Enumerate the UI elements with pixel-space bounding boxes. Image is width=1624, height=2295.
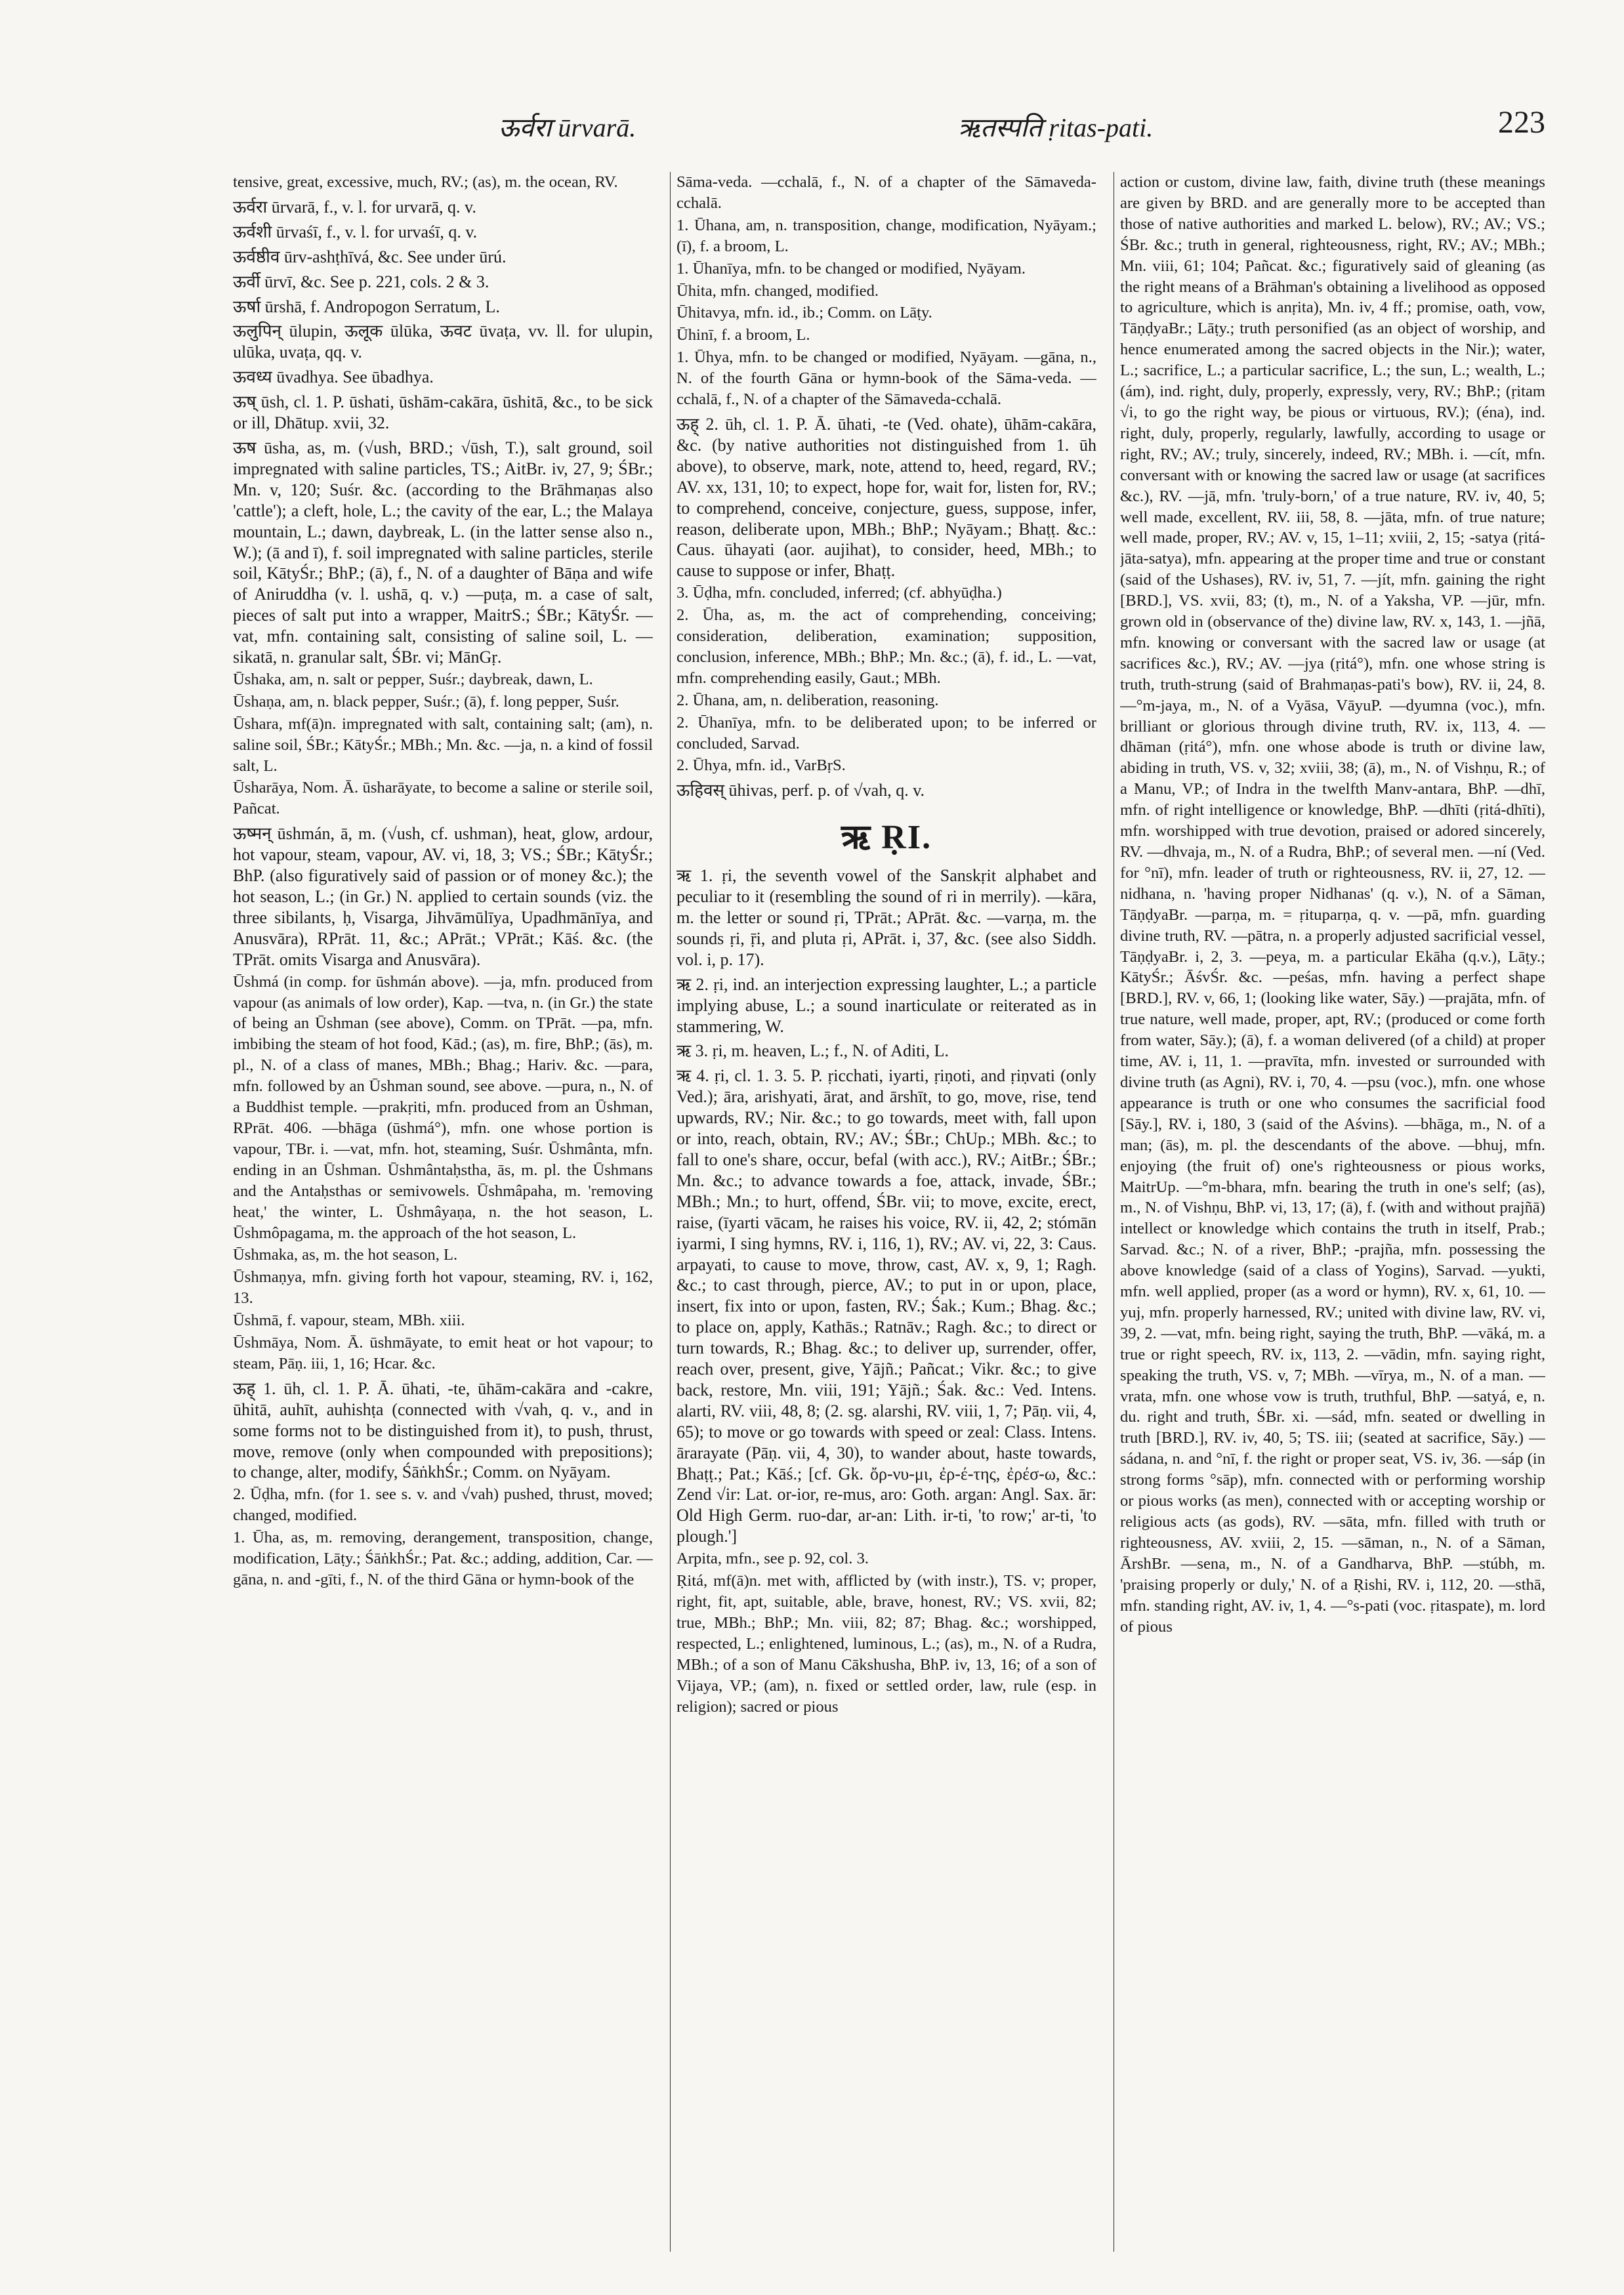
dictionary-entry: tensive, great, excessive, much, RV.; (as), m. the ocean, RV. [233,173,618,191]
running-head-right: ऋतस्पति ṛitas-pati. [958,113,1154,142]
column-1 [233,172,653,2252]
dictionary-entry: Sāma-veda. —cchalā, f., N. of a chapter of the Sāmaveda-cchalā. [677,173,1096,212]
dictionary-entry: ऋ 3. ṛi, m. heaven, L.; f., N. of Aditi, L. [677,1041,949,1061]
dictionary-entry: 2. Ūḍha, mfn. (for 1. see s. v. and √vah) pushed, thrust, moved; changed, modified. [233,1485,653,1525]
dictionary-entry: ऊष् ūsh, cl. 1. P. ūshati, ūshām-cakāra, ūshitā, &c., to be sick or ill, Dhātup. xvii, 32. [233,392,653,433]
dictionary-entry: ऋ 1. ṛi, the seventh vowel of the Sanskṛit alphabet and peculiar to it (resembling the sound of ri in merrily). —kāra, m. the letter or sound ṛi, TPrāt.; APrāt. &c. —varṇa, m. the sounds ṛi, ṝi, and pluta ṛi, APrāt. i, 37, &c. (see also Siddh. vol. i, p. 17). [677,866,1096,969]
dictionary-entry: Ṛitá, mf(ā)n. met with, afflicted by (with instr.), TS. v; proper, right, fit, apt, suitable, able, brave, honest, RV.; VS. xvii, 82; true, MBh.; BhP.; Mn. viii, 82; 87; Bhag. &c.; worshipped, respected, L.; enlightened, luminous, L.; (as), m., N. of a Rudra, MBh.; of a son of Manu Cākshusha, BhP. iv, 13, 16; of a son of Vijaya, VP.; (am), n. fixed or settled order, law, rule (esp. in religion); sacred or pious [677,1572,1096,1716]
dictionary-entry: Ūshmaṇya, mfn. giving forth hot vapour, steaming, RV. i, 162, 13. [233,1268,653,1308]
dictionary-entry: ऊहिवस् ūhivas, perf. p. of √vah, q. v. [677,781,925,800]
dictionary-entry: ऊष ūsha, as, m. (√ush, BRD.; √ūsh, T.), salt ground, soil impregnated with saline particles, TS.; AitBr. iv, 27, 9; ŚBr.; Mn. v, 120; Suśr. &c. (according to the Brāhmaṇas also 'cattle'); a cleft, hole, L.; the cavity of the ear, L.; the Malaya mountain, L.; dawn, daybreak, L. (in the latter sense also n., W.); (ā and ī), f. soil impregnated with saline particles, sterile soil, KātyŚr.; BhP.; (ā), f., N. of a daughter of Bāṇa and wife of Aniruddha (v. l. ushā, q. v.) —puṭa, m. a case of salt, pieces of salt put into a wrapper, MaitrS.; ŚBr.; KātyŚr. —vat, mfn. containing salt, consisting of saline soil, L. —sikatā, n. granular salt, ŚBr. vi; MānGṛ. [233,438,653,667]
dictionary-entry: 1. Ūhya, mfn. to be changed or modified, Nyāyam. —gāna, n., N. of the fourth Gāna or hymn-book of the Sāma-veda. —cchalā, f., N. of a chapter of the Sāmaveda-cchalā. [677,348,1096,409]
dictionary-entry: ऊष्मन् ūshmán, ā, m. (√ush, cf. ushman), heat, glow, ardour, hot vapour, steam, vapour, AV. vi, 18, 3; VS.; ŚBr.; KātyŚr.; BhP. (also figuratively said of passion or of money &c.); the hot season, L.; (in Gr.) N. applied to certain sounds (viz. the three sibilants, ḥ, Visarga, Jihvāmūlīya, Upadhmānīya, and Anusvāra), RPrāt. 11, &c.; APrāt.; VPrāt.; Kāś. &c. (the TPrāt. omits Visarga and Anusvāra). [233,824,653,969]
dictionary-entry: ऋ 4. ṛi, cl. 1. 3. 5. P. ṛicchati, iyarti, ṛiṇoti, and ṛiṇvati (only Ved.); āra, arishyati, ārat, and ārshīt, to go, move, rise, tend upwards, RV.; Nir. &c.; to go towards, meet with, fall upon or into, reach, obtain, RV.; AV.; ŚBr.; ChUp.; MBh. &c.; to fall to one's share, occur, befal (with acc.), RV.; AitBr.; ŚBr.; Mn. &c.; to advance towards a foe, attack, invade, ŚBr.; MBh.; Mn.; to hurt, offend, ŚBr. vii; to move, excite, erect, raise, (īyarti vācam, he raises his voice, RV. ii, 42, 2; stómān iyarmi, I sing hymns, RV. i, 116, 1), RV.; AV. vi, 22, 3: Caus. arpayati, to cause to move, throw, cast, AV. x, 9, 1; Ragh. &c.; to cast through, pierce, AV.; to put in or upon, place, insert, fix into or upon, fasten, RV.; Śak.; Kum.; Bhag. &c.; to place on, apply, Kathās.; Ratnāv.; Ragh. &c.; to direct or turn towards, R.; Bhag. &c.; to deliver up, surrender, offer, reach over, present, give, Yājñ.; Pañcat.; Vikr. &c.; to give back, restore, Mn. viii, 191; Yājñ.; Śak. &c.: Ved. Intens. alarti, RV. viii, 48, 8; (2. sg. alarshi, RV. viii, 1, 7; Pāṇ. vii, 4, 65); to move or go towards with speed or zeal: Class. Intens. ārarayate (Pāṇ. vii, 4, 30), to wander about, haste towards, Bhaṭṭ.; Pat.; Kāś.; [cf. Gk. ὄρ-νυ-μι, ἐρ-έ-της, ἐρέσ-ω, &c.: Zend √ir: Lat. or-ior, re-mus, aro: Goth. argan: Angl. Sax. ār: Old High Germ. ruo-dar, ar-an: Lith. ir-ti, 'to row;' ar-ti, 'to plough.'] [677,1066,1096,1546]
dictionary-entry: action or custom, divine law, faith, divine truth (these meanings are given by BRD. and are generally more to be accepted than those of native authorities and marked L. below), RV.; AV.; VS.; ŚBr. &c.; truth in general, righteousness, right, RV.; AV.; MBh.; Mn. viii, 61; 104; Pañcat. &c.; figuratively said of gleaning (as the right means of a Brāhman's obtaining a livelihood as opposed to agriculture, which is anṛita), Mn. iv, 4 ff.; promise, oath, vow, TāṇḍyaBr.; Lāṭy.; truth personified (as an object of worship, and hence enumerated among the sacred objects in the Nir.); water, L.; sacrifice, L.; a particular sacrifice, L.; the sun, L.; wealth, L.; (ám), ind. right, duly, properly, expressly, very, RV.; BhP.; (ṛitam √i, to go the right way, be pious or virtuous, RV.); (éna), ind. right, duly, properly, regularly, lawfully, according to usage or right, RV.; AV.; truly, sincerely, indeed, RV.; MBh. i. —cít, mfn. conversant with or knowing the sacred law or usage (at sacrifices &c.), RV. —jā, mfn. 'truly-born,' of a true nature, RV. iv, 40, 5; well made, excellent, RV. iii, 58, 8. —jāta, mfn. of true nature; well made, proper, RV.; AV. v, 15, 1–11; xviii, 2, 15; -satya (ṛitá-jāta-satya), mfn. appearing at the proper time and true or constant (said of the Ushases), RV. iv, 51, 7. —jít, mfn. gaining the right [BRD.], VS. xvii, 83; (t), m., N. of a Yaksha, VP. —jūr, mfn. grown old in (observance of the) divine law, RV. x, 143, 1. —jñā, mfn. knowing or conversant with the sacred law or usage (at sacrifices &c.), RV.; AV. —jya (ṛitá°), mfn. one whose string is truth, truth-strung (said of Brahmaṇas-pati's bow), RV. ii, 24, 8. —°m-jaya, m., N. of a Vyāsa, VāyuP. —dyumna (voc.), mfn. brilliant or glorious through divine truth, RV. ix, 113, 4. —dhāman (ṛitá°), mfn. one whose abode is truth or divine law, abiding in truth, VS. v, 32; xviii, 38; (ā), m., N. of Vishṇu, R.; of a Manu, VP.; of Indra in the twelfth Manv-antara, BhP. —dhī, mfn. of right intelligence or knowledge, BhP. —dhīti (ṛitá-dhīti), mfn. worshipped with true devotion, praised or adored sincerely, RV. —dhvaja, m., N. of a Rudra, BhP.; of several men. —ní (Ved. for °nī), mfn. leader of truth or righteousness, RV. ii, 27, 12. —nidhana, n. 'having proper Nidhanas' (q. v.), N. of a Sāman, TāṇḍyaBr. —parṇa, m. = ṛituparṇa, q. v. —pā, mfn. guarding divine truth, RV. —pātra, n. a properly adjusted sacrificial vessel, TāṇḍyaBr. i, 2, 3. —peya, m. a particular Ekāha (q.v.), Lāṭy.; KātyŚr.; ĀśvŚr. &c. —peśas, mfn. having a perfect shape [BRD.], RV. v, 66, 1; (looking like water, Sāy.) —prajāta, mfn. of true nature, well made, proper, apt, RV.; (produced or come forth from water, Sāy.); (ā), f. a woman delivered (of a child) at proper time, AV. i, 11, 1. —pravīta, mfn. invested or surrounded with divine truth (as Agni), RV. i, 70, 4. —psu (voc.), mfn. one whose appearance is truth or one who consumes the sacrificial food [Sāy.], RV. i, 180, 3 (said of the Aśvins). —bhāga, m., N. of a man; (ās), m. pl. the descendants of the above. —bhuj, mfn. enjoying (the fruit of) one's righteousness or pious works, MaitrUp. —°m-bhara, mfn. bearing the truth in one's self; (as), m., N. of Vishṇu, BhP. vi, 13, 17; (ā), f. (with and without prajñā) intellect or knowledge which contains the truth in itself, Prab.; Sarvad. &c.; N. of a river, BhP.; -prajña, mfn. possessing the above knowledge (said of a class of Yogins), Sarvad. —yukti, mfn. well applied, proper (as a word or hymn), RV. x, 61, 10. —yuj, mfn. properly harnessed, RV.; united with divine law, RV. vi, 39, 2. —vat, mfn. being right, saying the truth, BhP. —vāká, m. a true or right speech, RV. ix, 113, 2. —vādin, mfn. saying right, speaking the truth, VS. v, 7; MBh. —vīrya, m., N. of a man. —vrata, mfn. one whose vow is truth, truthful, BhP. —satyá, e, n. du. right and truth, ŚBr. xi. —sád, mfn. seated or dwelling in truth [BRD.], RV. iv, 40, 5; TS. iii; (seated at sacrifice, Sāy.) —sádana, n. and °nī, f. the right or proper seat, VS. iv, 36. —sáp (in strong forms °sāp), mfn. connected with or performing worship or pious works (as men), connected with or accepting worship or religious acts (as gods), RV. —sāta, mfn. filled with truth or righteousness, AV. xviii, 2, 15. —sāman, n., N. of a Sāman, ĀrshBr. —sena, m., N. of a Gandharva, BhP. —stúbh, m. 'praising properly or duly,' N. of a Ṛishi, RV. i, 112, 20. —sthā, mfn. standing right, AV. iv, 1, 4. —°s-pati (voc. ṛitaspate), m. lord of pious [1120,173,1545,1636]
dictionary-entry: 2. Ūhya, mfn. id., VarBṛS. [677,756,846,775]
dictionary-entry: ऊर्षा ūrshā, f. Andropogon Serratum, L. [233,297,500,316]
columns [233,172,1545,2252]
dictionary-entry: Ūshmaka, as, m. the hot season, L. [233,1246,458,1264]
dictionary-entry: ऊह् 2. ūh, cl. 1. P. Ā. ūhati, -te (Ved. ohate), ūhām-cakāra, &c. (by native authorities not distinguished from 1. ūh above), to observe, mark, note, attend to, heed, regard, RV.; AV. xx, 131, 10; to expect, hope for, wait for, listen for, RV.; to comprehend, conceive, conjecture, guess, suppose, infer, reason, deliberate upon, MBh.; BhP.; Nyāyam.; Bhaṭṭ. &c.: Caus. ūhayati (aor. aujihat), to consider, heed, MBh.; to cause to suppose or infer, Bhaṭṭ. [677,414,1096,581]
dictionary-entry: Ūshmá (in comp. for ūshmán above). —ja, mfn. produced from vapour (as animals of low order), Kap. —tva, n. (in Gr.) the state of being an Ūshman (see above), Comm. on TPrāt. —pa, mfn. imbibing the steam of hot food, Kād.; (as), m. fire, BhP.; (ās), m. pl., N. of a class of manes, MBh.; Bhag.; Hariv. &c. —para, mfn. followed by an Ūshman sound, see above. —pura, n., N. of a Buddhist temple. —prakṛiti, mfn. produced from an Ūshman, RPrāt. 406. —bhāga (ūshmá°), mfn. one whose portion is vapour, TBr. i. —vat, mfn. hot, steaming, Suśr. Ūshmânta, mfn. ending in an Ūshman. Ūshmântaḥstha, ās, m. pl. the Ūshmans and the Antaḥsthas or semivowels. Ūshmâpaha, m. 'removing heat,' the winter, L. Ūshmâyaṇa, n. the hot season, L. Ūshmôpagama, m. the approach of the hot season, L. [233,972,653,1242]
dictionary-entry: ऊवध्य ūvadhya. See ūbadhya. [233,367,434,387]
dictionary-entry: ऋ 2. ṛi, ind. an interjection expressing laughter, L.; a particle implying abuse, L.; a sound inarticulate or reiterated as in stammering, W. [677,974,1096,1036]
dictionary-entry: 1. Ūhanīya, mfn. to be changed or modified, Nyāyam. [677,259,1026,278]
dictionary-entry: ऊलुपिन् ūlupin, ऊलूक ūlūka, ऊवट ūvaṭa, vv. ll. for ulupin, ulūka, uvaṭa, qq. v. [233,321,653,362]
dictionary-entry: Ūshara, mf(ā)n. impregnated with salt, containing salt; (am), n. saline soil, ŚBr.; KātyŚr.; MBh.; Mn. &c. —ja, n. a kind of fossil salt, L. [233,714,653,775]
column-2 [677,172,1096,2252]
dictionary-entry: ऊर्वष्ठीव ūrv-ashṭhīvá, &c. See under ūrú. [233,247,507,266]
dictionary-entry: 3. Ūḍha, mfn. concluded, inferred; (cf. abhyūḍha.) [677,584,1002,602]
dictionary-entry: Ūsharāya, Nom. Ā. ūsharāyate, to become a saline or sterile soil, Pañcat. [233,779,653,818]
dictionary-entry: 1. Ūhana, am, n. transposition, change, modification, Nyāyam.; (ī), f. a broom, L. [677,216,1096,255]
running-head-left: ऊर्वरा ūrvarā. [499,113,636,142]
dictionary-entry: Ūshaṇa, am, n. black pepper, Suśr.; (ā), f. long pepper, Suśr. [233,692,619,711]
dictionary-entry: ऊह् 1. ūh, cl. 1. P. Ā. ūhati, -te, ūhām-cakāra and -cakre, ūhitā, auhīt, auhishṭa (connected with √vah, q. v., and in some forms not to be distinguished from it), to push, thrust, move, remove (only when compounded with prepositions); to change, alter, modify, ŚāṅkhŚr.; Comm. on Nyāyam. [233,1378,653,1482]
dictionary-entry: ऊर्वशी ūrvaśī, f., v. l. for urvaśī, q. v. [233,222,478,241]
dictionary-entry: 2. Ūhanīya, mfn. to be deliberated upon; to be inferred or concluded, Sarvad. [677,713,1096,753]
section-heading: ऋ ṚI. [841,819,932,857]
dictionary-entry: Ūshmāya, Nom. Ā. ūshmāyate, to emit heat or hot vapour; to steam, Pāṇ. iii, 1, 16; Hcar. &c. [233,1334,653,1373]
column-3 [1120,172,1545,2252]
running-head [236,105,1545,154]
dictionary-entry: Ūhinī, f. a broom, L. [677,326,810,344]
page-number: 223 [1498,105,1545,140]
dictionary-entry: ऊर्वरा ūrvarā, f., v. l. for urvarā, q. v. [233,197,476,217]
dictionary-entry: Ūhita, mfn. changed, modified. [677,281,879,300]
dictionary-entry: Ūshaka, am, n. salt or pepper, Suśr.; daybreak, dawn, L. [233,670,593,688]
dictionary-entry: Arpita, mfn., see p. 92, col. 3. [677,1550,869,1568]
dictionary-entry: Ūhitavya, mfn. id., ib.; Comm. on Lāṭy. [677,304,932,322]
dictionary-entry: 2. Ūhana, am, n. deliberation, reasoning. [677,691,939,709]
dictionary-entry: 2. Ūha, as, m. the act of comprehending, conceiving; consideration, deliberation, examination; supposition, conclusion, inference, MBh.; BhP.; Mn. &c.; (ā), f. id., L. —vat, mfn. comprehending easily, Gaut.; MBh. [677,606,1096,687]
dictionary-entry: Ūshmā, f. vapour, steam, MBh. xiii. [233,1312,465,1330]
dictionary-entry: ऊर्वी ūrvī, &c. See p. 221, cols. 2 & 3. [233,272,489,291]
dictionary-entry: 1. Ūha, as, m. removing, derangement, transposition, change, modification, Lāṭy.; ŚāṅkhŚr.; Pat. &c.; adding, addition, Car. —gāna, n. and -gīti, f., N. of the third Gāna or hymn-book of the [233,1529,653,1588]
